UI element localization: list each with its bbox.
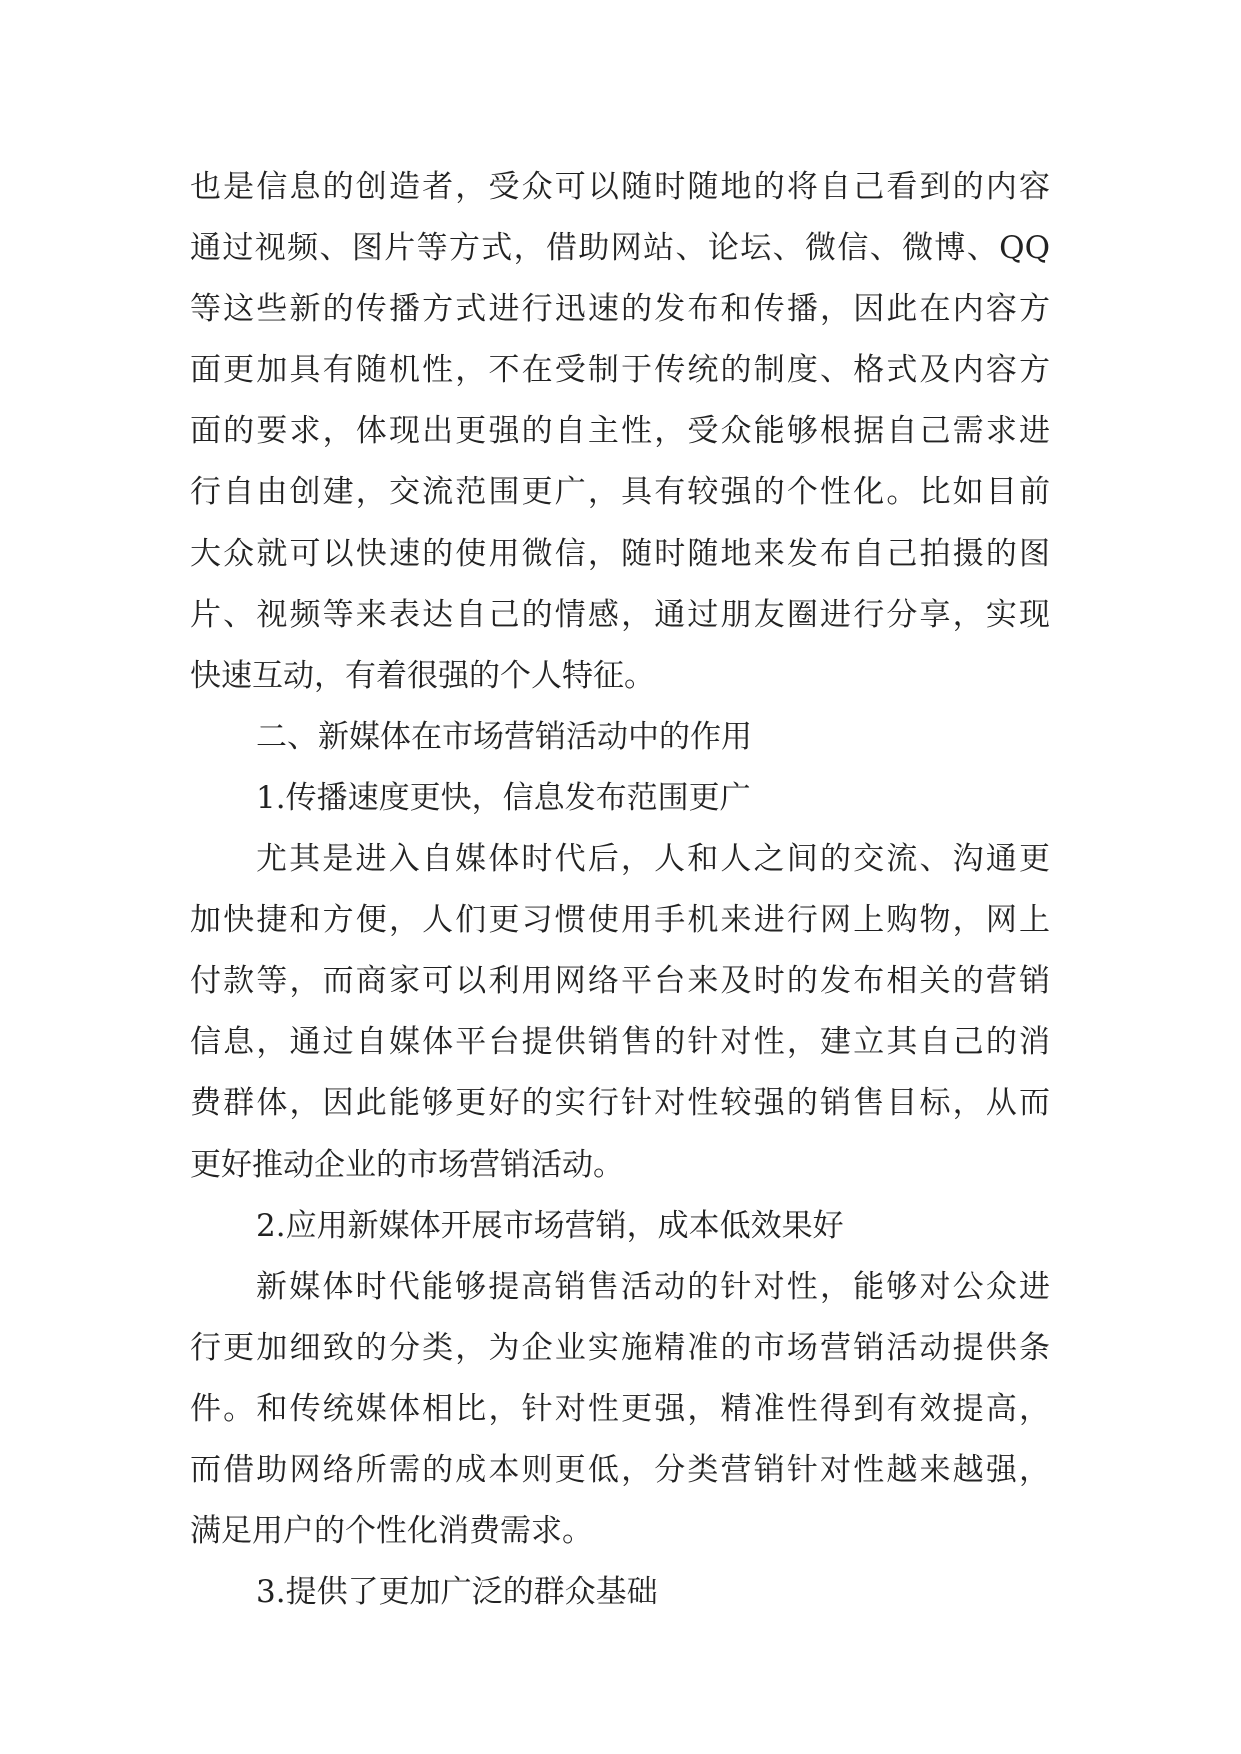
paragraph-line: 加快捷和方便，人们更习惯使用手机来进行网上购物，网上 (190, 902, 1050, 939)
paragraph-line: 付款等，而商家可以利用网络平台来及时的发布相关的营销 (190, 963, 1050, 1000)
paragraph-line: 费群体，因此能够更好的实行针对性较强的销售目标，从而 (190, 1085, 1050, 1122)
paragraph-line: 件。和传统媒体相比，针对性更强，精准性得到有效提高， (190, 1390, 1050, 1427)
paragraph-line: 通过视频、图片等方式，借助网站、论坛、微信、微博、QQ (190, 230, 1050, 267)
paragraph-line: 等这些新的传播方式进行迅速的发布和传播，因此在内容方 (190, 291, 1050, 328)
paragraph-line: 行更加细致的分类，为企业实施精准的市场营销活动提供条 (190, 1329, 1050, 1366)
section-heading: 二、新媒体在市场营销活动中的作用 (256, 718, 752, 755)
paragraph-line: 大众就可以快速的使用微信，随时随地来发布自己拍摄的图 (190, 535, 1050, 572)
paragraph-line: 面的要求，体现出更强的自主性，受众能够根据自己需求进 (190, 413, 1050, 450)
paragraph-line: 片、视频等来表达自己的情感，通过朋友圈进行分享，实现 (190, 596, 1050, 633)
document-body (190, 157, 1050, 1623)
paragraph-line: 更好推动企业的市场营销活动。 (190, 1146, 624, 1183)
paragraph-line: 面更加具有随机性，不在受制于传统的制度、格式及内容方 (190, 352, 1050, 389)
paragraph-line: 而借助网络所需的成本则更低，分类营销针对性越来越强， (190, 1451, 1050, 1488)
paragraph-line: 行自由创建，交流范围更广，具有较强的个性化。比如目前 (190, 474, 1050, 511)
subsection-heading: 3.提供了更加广泛的群众基础 (256, 1574, 658, 1611)
paragraph-line: 快速互动，有着很强的个人特征。 (190, 657, 655, 694)
paragraph-line: 信息，通过自媒体平台提供销售的针对性，建立其自己的消 (190, 1024, 1050, 1061)
paragraph-line: 新媒体时代能够提高销售活动的针对性，能够对公众进 (256, 1268, 1050, 1305)
subsection-heading: 1.传播速度更快，信息发布范围更广 (256, 779, 751, 816)
paragraph-line: 尤其是进入自媒体时代后，人和人之间的交流、沟通更 (256, 841, 1050, 878)
paragraph-line: 也是信息的创造者，受众可以随时随地的将自己看到的内容 (190, 169, 1050, 205)
paragraph-line: 满足用户的个性化消费需求。 (190, 1513, 593, 1550)
subsection-heading: 2.应用新媒体开展市场营销，成本低效果好 (256, 1207, 844, 1244)
